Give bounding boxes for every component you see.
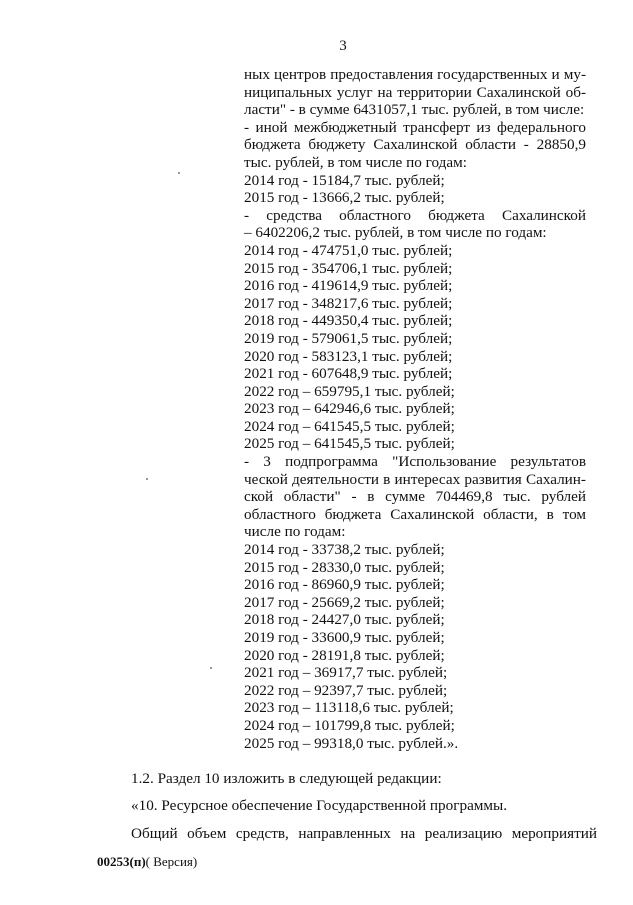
- scan-speck: [210, 667, 212, 669]
- text-line: 2017 год - 348217,6 тыс. рублей;: [244, 294, 453, 312]
- text-line: ческой деятельности в интересах развития Сахалин-: [244, 470, 586, 488]
- text-line: ных центров предоставления государственных и му-: [244, 66, 586, 83]
- text-line: 2015 год - 28330,0 тыс. рублей;: [244, 558, 445, 576]
- page-number: 3: [339, 38, 347, 54]
- text-line: 2021 год - 607648,9 тыс. рублей;: [244, 365, 453, 383]
- text-line: 2016 год - 86960,9 тыс. рублей;: [244, 576, 445, 594]
- document-version-label: ( Версия): [145, 854, 198, 869]
- text-line: ниципальных услуг на территории Сахалинской об-: [244, 83, 586, 101]
- text-line: - средства областного бюджета Сахалинской: [244, 206, 586, 224]
- text-line: 2024 год – 641545,5 тыс. рублей;: [244, 417, 455, 435]
- paragraph-total-funding: Общий объем средств, направленных на реализацию мероприятий: [131, 825, 597, 842]
- text-line: 2019 год - 579061,5 тыс. рублей;: [244, 329, 453, 347]
- text-line: 2017 год - 25669,2 тыс. рублей;: [244, 593, 445, 611]
- text-line: 2020 год - 28191,8 тыс. рублей;: [244, 646, 445, 664]
- text-line: бюджета бюджету Сахалинской области - 28850,9: [244, 136, 586, 154]
- text-line: 2014 год - 33738,2 тыс. рублей;: [244, 541, 445, 559]
- text-line: 2015 год - 354706,1 тыс. рублей;: [244, 259, 453, 277]
- text-line: областного бюджета Сахалинской области, в том: [244, 505, 586, 523]
- scan-speck: [178, 172, 180, 174]
- text-line: 2014 год - 474751,0 тыс. рублей;: [244, 241, 453, 259]
- scan-speck: [146, 478, 148, 480]
- text-line: - иной межбюджетный трансферт из федерального: [244, 118, 586, 136]
- text-line: 2025 год – 99318,0 тыс. рублей.».: [244, 734, 459, 752]
- text-line: 2019 год - 33600,9 тыс. рублей;: [244, 629, 445, 646]
- text-line: 2023 год – 642946,6 тыс. рублей;: [244, 400, 455, 418]
- text-line: 2022 год – 659795,1 тыс. рублей;: [244, 382, 455, 400]
- text-line: 2023 год – 113118,6 тыс. рублей;: [244, 699, 454, 717]
- text-line: 2021 год – 36917,7 тыс. рублей;: [244, 664, 448, 682]
- text-line: числе по годам:: [244, 523, 346, 541]
- document-code: [97, 854, 197, 870]
- text-line: 2016 год - 419614,9 тыс. рублей;: [244, 277, 453, 295]
- paragraph-section-amendment: 1.2. Раздел 10 изложить в следующей редакции:: [131, 770, 442, 787]
- text-line: - 3 подпрограмма "Использование результатов: [244, 453, 586, 471]
- text-line: 2014 год - 15184,7 тыс. рублей;: [244, 171, 445, 189]
- paragraph-section-title: «10. Ресурсное обеспечение Государственной программы.: [131, 797, 508, 814]
- budget-amendment-text: [244, 66, 586, 752]
- text-line: 2022 год – 92397,7 тыс. рублей;: [244, 681, 448, 699]
- text-line: 2025 год – 641545,5 тыс. рублей;: [244, 435, 455, 453]
- text-line: 2018 год - 24427,0 тыс. рублей;: [244, 611, 445, 629]
- document-code-number: 00253(п): [97, 854, 146, 869]
- text-line: 2020 год - 583123,1 тыс. рублей;: [244, 347, 453, 365]
- text-line: тыс. рублей, в том числе по годам:: [244, 153, 467, 171]
- text-line: 2024 год – 101799,8 тыс. рублей;: [244, 716, 455, 734]
- text-line: ской области" - в сумме 704469,8 тыс. рублей: [244, 488, 586, 506]
- text-line: 2015 год - 13666,2 тыс. рублей;: [244, 189, 445, 207]
- text-line: 2018 год - 449350,4 тыс. рублей;: [244, 312, 453, 330]
- text-line: ласти" - в сумме 6431057,1 тыс. рублей, в том числе:: [244, 101, 585, 119]
- text-line: – 6402206,2 тыс. рублей, в том числе по годам:: [244, 224, 547, 242]
